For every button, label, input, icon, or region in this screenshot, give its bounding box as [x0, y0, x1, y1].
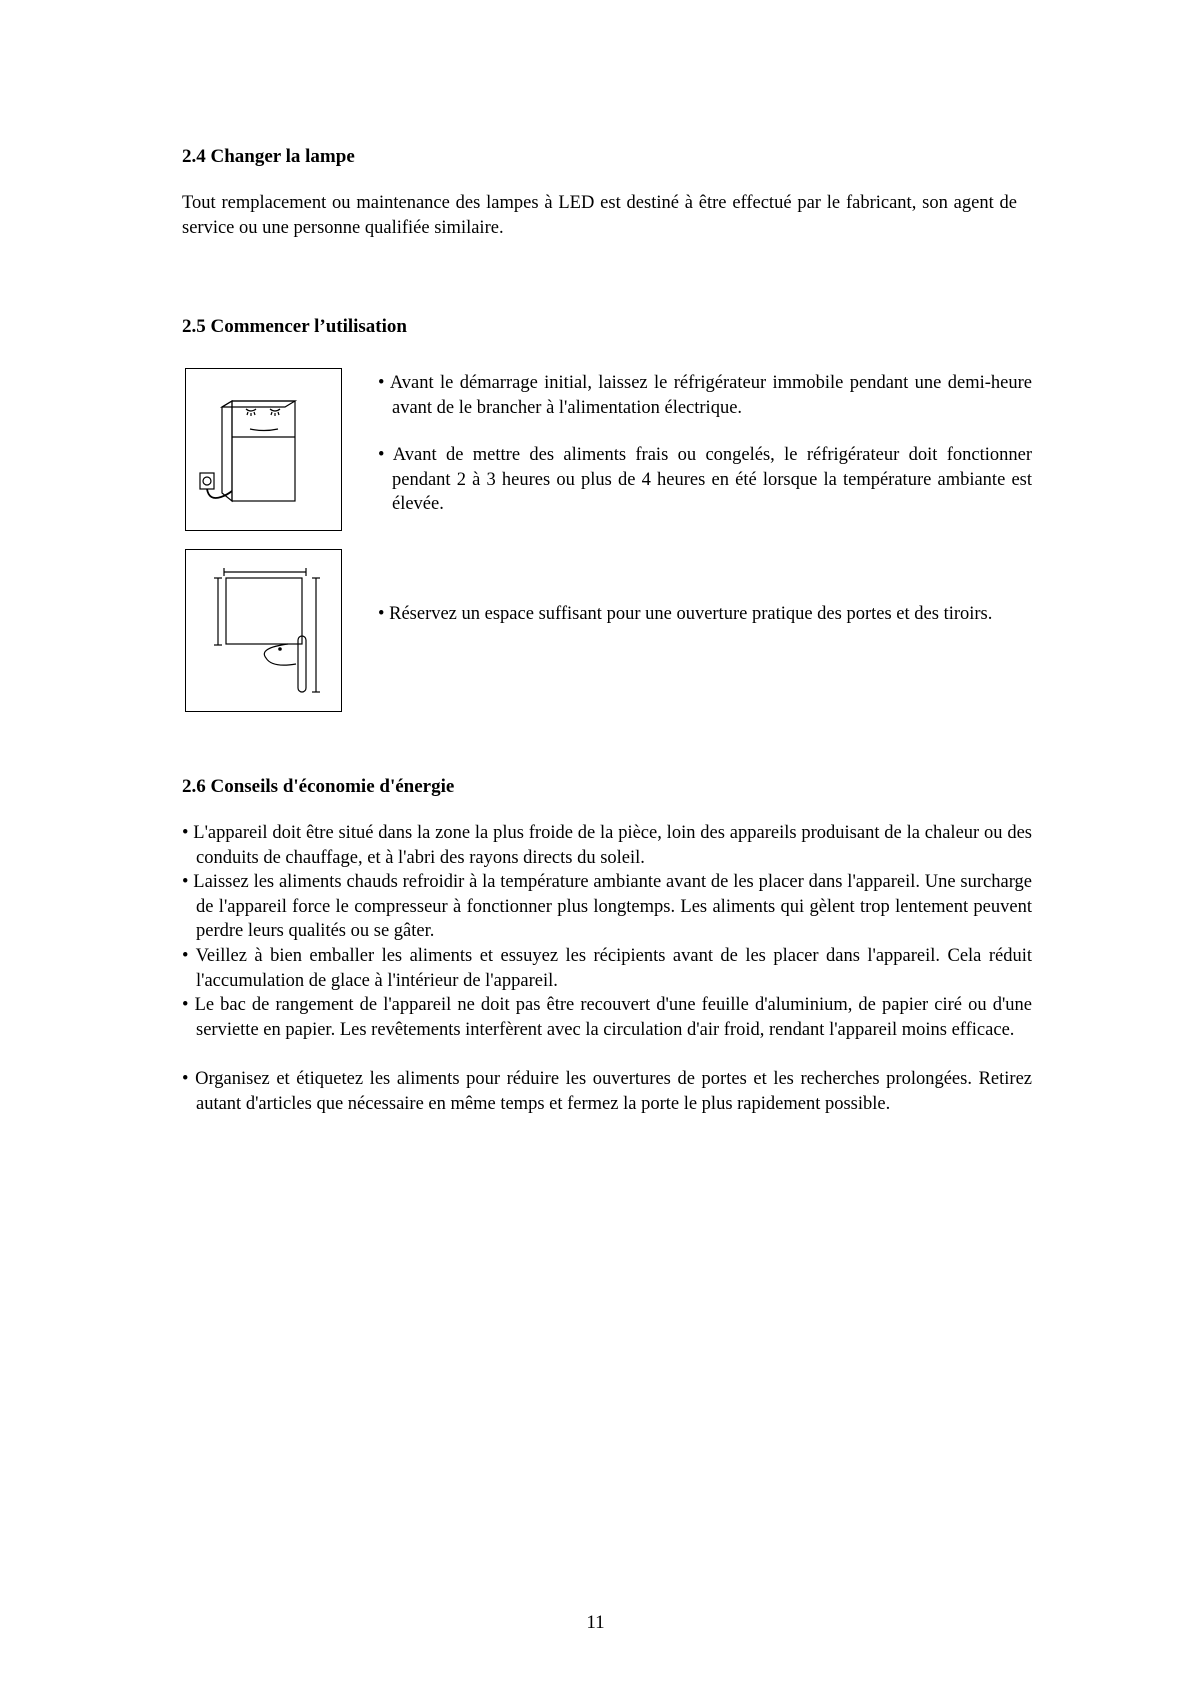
fridge-plug-illustration: [185, 368, 342, 531]
door-clearance-icon: [186, 550, 341, 711]
energy-bullet-2: • Laissez les aliments chauds refroidir à la température ambiante avant de les placer dans l'appareil. Une surcharge de l'appareil force le compresseur à fonctionner plus longtemps. Les aliments qui gèlent trop lentement peuvent perdre leurs qualités ou se gâter.: [182, 872, 1032, 941]
start-bullet-1: • Avant le démarrage initial, laissez le réfrigérateur immobile pendant une demi-heure avant de le brancher à l'alimentation électrique.: [378, 373, 1032, 418]
energy-bullet-3: • Veillez à bien emballer les aliments et essuyez les récipients avant de les placer dans l'appareil. Cela réduit l'accumulation de glace à l'intérieur de l'appareil.: [182, 946, 1032, 991]
page-number: 11: [586, 1612, 605, 1633]
energy-bullet-1: • L'appareil doit être situé dans la zone la plus froide de la pièce, loin des appareils produisant de la chaleur ou des conduits de chauffage, et à l'abri des rayons directs du soleil.: [182, 823, 1032, 868]
start-bullet-2: • Avant de mettre des aliments frais ou congelés, le réfrigérateur doit fonctionner pendant 2 à 3 heures ou plus de 4 heures en été lorsque la température ambiante est élevée.: [378, 445, 1032, 514]
energy-bullet-4: • Le bac de rangement de l'appareil ne doit pas être recouvert d'une feuille d'aluminium, de papier ciré ou d'une serviette en papier. Les revêtements interfèrent avec la circulation d'air froid, rendant l'appareil moins efficace.: [182, 995, 1032, 1040]
section-heading-start: 2.5 Commencer l’utilisation: [182, 316, 407, 337]
start-bullet-3: • Réservez un espace suffisant pour une ouverture pratique des portes et des tiroirs.: [378, 604, 993, 624]
energy-bullet-5: • Organisez et étiquetez les aliments pour réduire les ouvertures de portes et les recherches prolongées. Retirez autant d'articles que nécessaire en même temps et fermez la porte le plus rapidement possible.: [182, 1069, 1032, 1114]
section-heading-lamp: 2.4 Changer la lampe: [182, 146, 355, 167]
lamp-paragraph: Tout remplacement ou maintenance des lampes à LED est destiné à être effectué par le fabricant, son agent de service ou une personne qualifiée similaire.: [182, 193, 1017, 238]
section-heading-energy: 2.6 Conseils d'économie d'énergie: [182, 776, 455, 797]
fridge-plug-icon: [186, 369, 341, 530]
door-clearance-illustration: [185, 549, 342, 712]
